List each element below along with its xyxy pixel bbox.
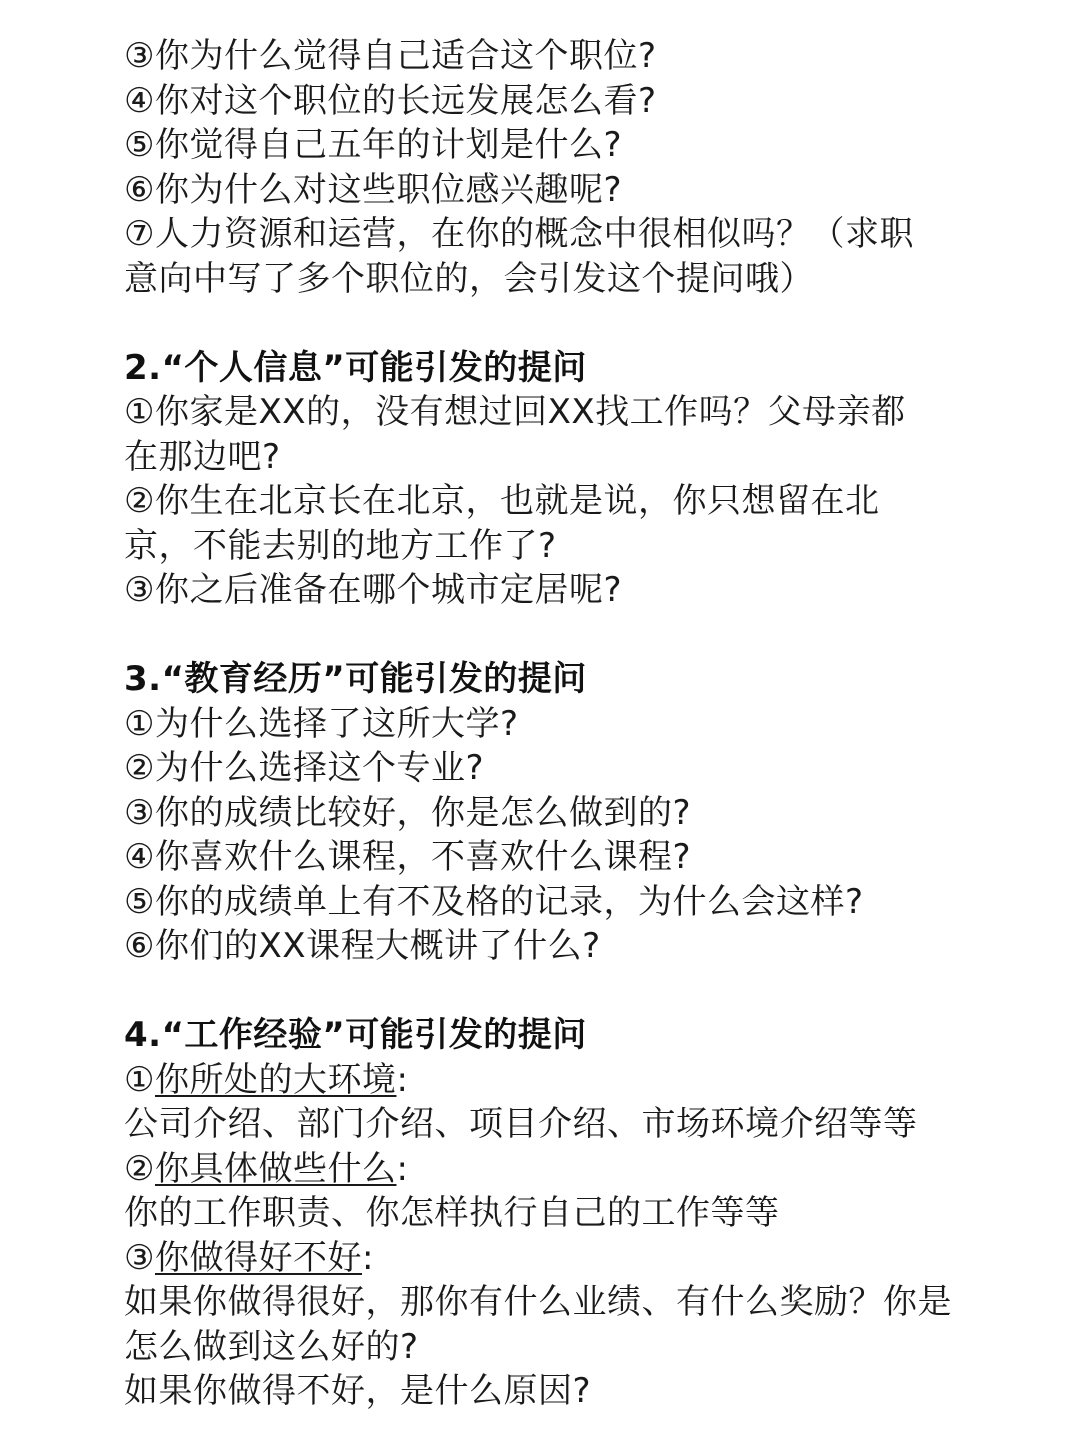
work-item-duties (124, 1147, 984, 1192)
work-experience-section (124, 1013, 984, 1414)
question-line: ③你的成绩比较好，你是怎么做到的? (124, 792, 692, 833)
item-title: 你做得好不好 (154, 1237, 362, 1278)
education-section (124, 657, 984, 969)
work-detail-performance: 如果你做得不好，是什么原因? (124, 1371, 592, 1411)
question-line: ⑤你觉得自己五年的计划是什么? (124, 125, 623, 165)
work-detail-performance: 如果你做得很好，那你有什么业绩、有什么奖励？你是 (124, 1282, 952, 1322)
work-detail-performance: 怎么做到这么好的? (124, 1326, 419, 1367)
question-line: ⑦人力资源和运营，在你的概念中很相似吗？（求职 (124, 214, 914, 254)
question-line: 意向中写了多个职位的，会引发这个提问哦） (124, 258, 814, 299)
question-line: ③你为什么觉得自己适合这个职位? (124, 36, 657, 76)
section-gap (124, 301, 984, 346)
question-line: ⑥你们的XX课程大概讲了什么? (124, 926, 601, 966)
question-line: 在那边吧? (124, 436, 281, 477)
question-line: 京，不能去别的地方工作了? (124, 525, 557, 566)
work-item-performance (124, 1236, 984, 1281)
question-line: ⑥你为什么对这些职位感兴趣呢? (124, 169, 623, 210)
item-number: ② (124, 1148, 155, 1189)
question-line: ②为什么选择这个专业? (124, 748, 485, 788)
section-gap (124, 969, 984, 1014)
item-colon: : (361, 1237, 374, 1278)
question-line: ①为什么选择了这所大学? (124, 703, 519, 744)
item-number: ③ (124, 1237, 155, 1278)
work-item-environment (124, 1058, 984, 1103)
question-line: ④你喜欢什么课程，不喜欢什么课程? (124, 837, 692, 877)
personal-info-section (124, 346, 984, 613)
question-line: ④你对这个职位的长远发展怎么看? (124, 80, 657, 121)
item-number: ① (124, 1059, 155, 1100)
work-detail-duties: 你的工作职责、你怎样执行自己的工作等等 (124, 1193, 780, 1233)
question-line: ①你家是XX的，没有想过回XX找工作吗？父母亲都 (124, 392, 906, 432)
item-colon: : (396, 1148, 409, 1189)
item-title: 你具体做些什么 (154, 1148, 397, 1189)
item-title: 你所处的大环境 (154, 1059, 397, 1100)
section-heading-education: 3.“教育经历”可能引发的提问 (124, 659, 587, 699)
work-detail-environment: 公司介绍、部门介绍、项目介绍、市场环境介绍等等 (124, 1104, 918, 1144)
section-heading-work: 4.“工作经验”可能引发的提问 (124, 1015, 587, 1055)
question-line: ③你之后准备在哪个城市定居呢? (124, 570, 623, 610)
question-line: ②你生在北京长在北京，也就是说，你只想留在北 (124, 481, 880, 521)
intent-questions (124, 34, 984, 301)
section-heading-personal: 2.“个人信息”可能引发的提问 (124, 347, 587, 388)
item-colon: : (396, 1059, 409, 1100)
section-gap (124, 613, 984, 658)
document-body (124, 34, 984, 1414)
question-line: ⑤你的成绩单上有不及格的记录，为什么会这样? (124, 881, 864, 922)
